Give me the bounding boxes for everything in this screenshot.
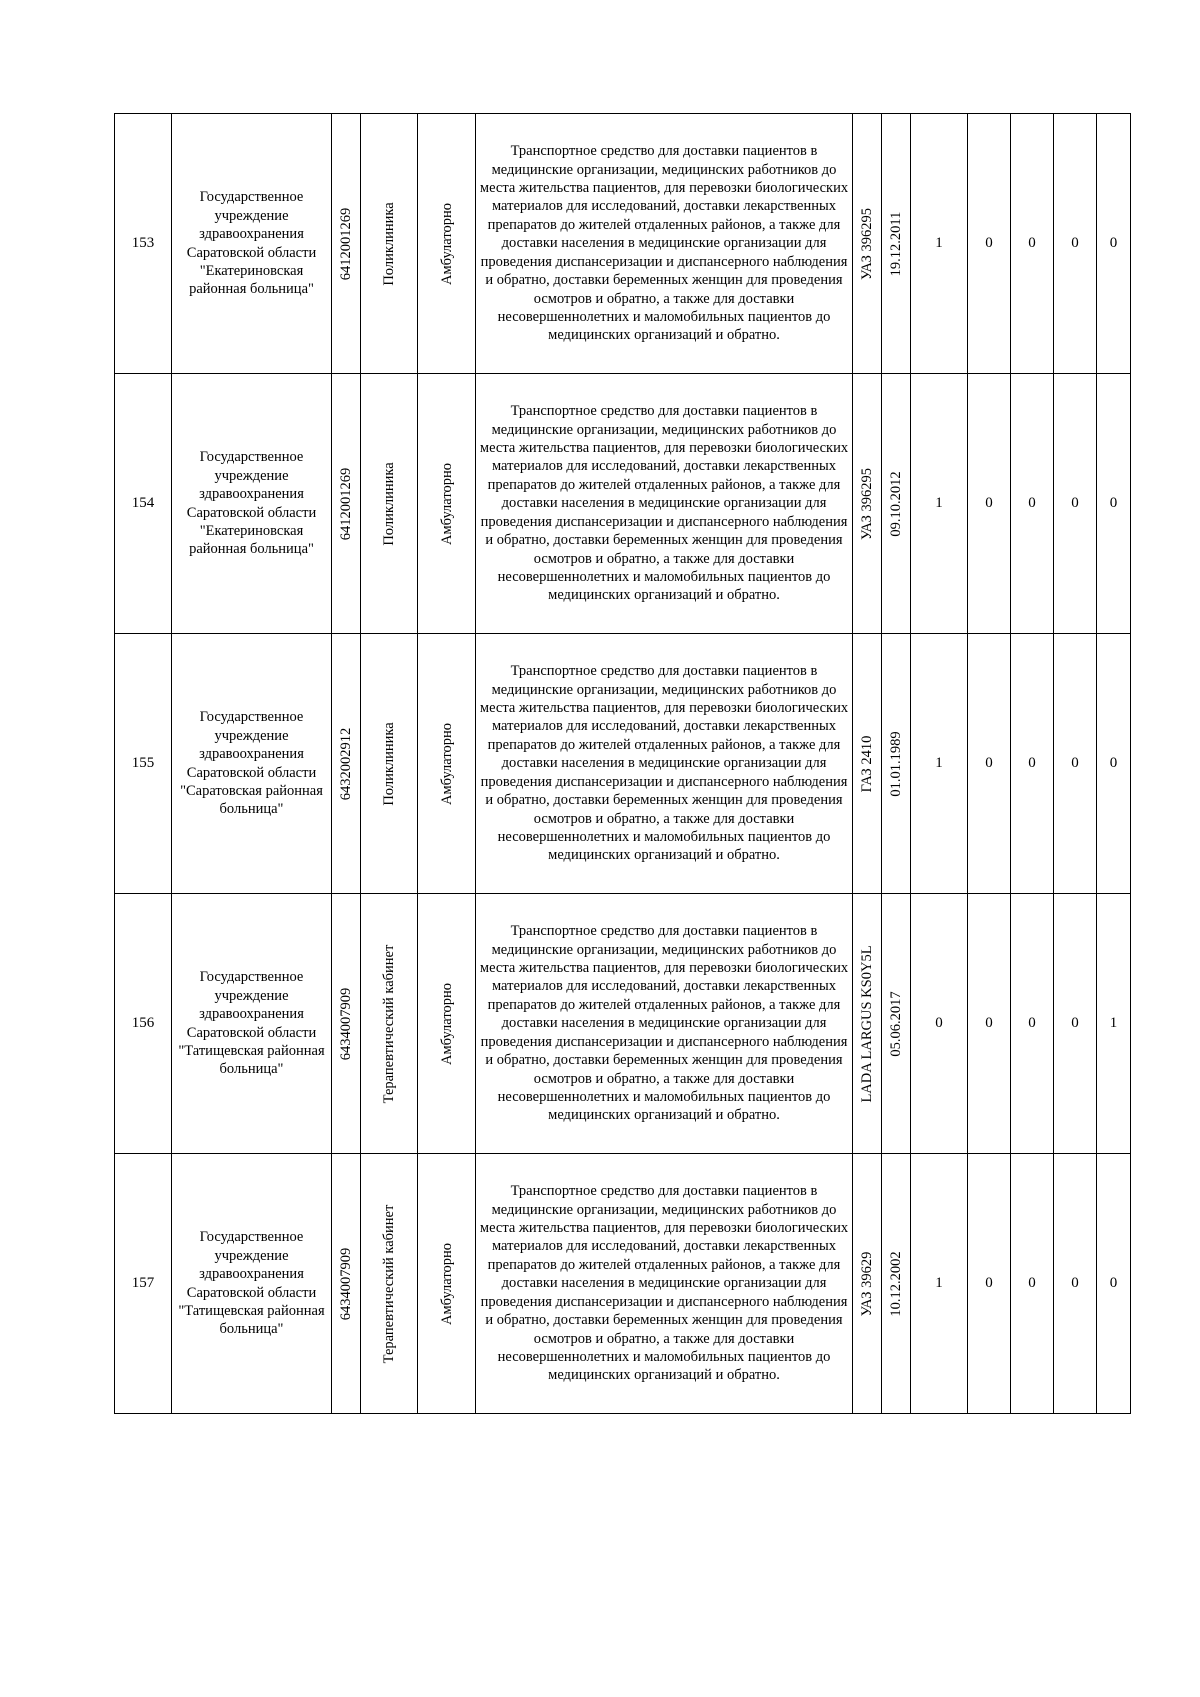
count-4: 0: [1054, 894, 1097, 1154]
inn-cell: [332, 634, 361, 894]
inn-value: 6412001269: [338, 467, 354, 540]
organization-name: Государственное учреждение здравоохранения Саратовской области "Саратовская районная больница": [172, 634, 332, 894]
unit-value: Поликлиника: [381, 201, 397, 286]
count-3: 0: [1011, 1154, 1054, 1414]
mode-cell: [418, 1154, 476, 1414]
unit-cell: [361, 894, 418, 1154]
table-row: [115, 894, 1131, 1154]
purpose-description: Транспортное средство для доставки пациентов в медицинские организации, медицинских работников до места жительства пациентов, для перевозки биологических материалов для исследований, доставки лекарственных препаратов до жителей отдаленных районов, а также для доставки населения в медицинские организации для проведения диспансеризации и диспансерного наблюдения и обратно, доставки беременных женщин для проведения осмотров и обратно, а также для доставки несовершеннолетних и маломобильных пациентов до медицинских организаций и обратно.: [476, 374, 853, 634]
vehicle-model: ГАЗ 2410: [859, 735, 875, 792]
count-1: 1: [911, 374, 968, 634]
unit-value: Терапевтический кабинет: [381, 944, 397, 1103]
vehicle-model: УАЗ 396295: [859, 207, 875, 280]
count-3: 0: [1011, 114, 1054, 374]
mode-cell: [418, 114, 476, 374]
count-5: 0: [1097, 1154, 1131, 1414]
inn-value: 6432002912: [338, 727, 354, 800]
mode-value: Амбулаторно: [438, 982, 455, 1065]
row-number: 153: [115, 114, 172, 374]
unit-cell: [361, 374, 418, 634]
unit-cell: [361, 114, 418, 374]
vehicle-cell: [853, 114, 882, 374]
purpose-description: Транспортное средство для доставки пациентов в медицинские организации, медицинских работников до места жительства пациентов, для перевозки биологических материалов для исследований, доставки лекарственных препаратов до жителей отдаленных районов, а также для доставки населения в медицинские организации для проведения диспансеризации и диспансерного наблюдения и обратно, доставки беременных женщин для проведения осмотров и обратно, а также для доставки несовершеннолетних и маломобильных пациентов до медицинских организаций и обратно.: [476, 114, 853, 374]
table-row: [115, 374, 1131, 634]
count-3: 0: [1011, 634, 1054, 894]
count-3: 0: [1011, 374, 1054, 634]
vehicle-cell: [853, 374, 882, 634]
mode-cell: [418, 894, 476, 1154]
organization-name: Государственное учреждение здравоохранения Саратовской области "Екатериновская районная больница": [172, 374, 332, 634]
table-row: [115, 114, 1131, 374]
vehicle-model: УАЗ 396295: [859, 467, 875, 540]
count-5: 0: [1097, 634, 1131, 894]
inn-value: 6412001269: [338, 207, 354, 280]
count-1: 1: [911, 634, 968, 894]
row-number: 156: [115, 894, 172, 1154]
unit-cell: [361, 1154, 418, 1414]
inn-value: 6434007909: [338, 987, 354, 1060]
count-1: 1: [911, 1154, 968, 1414]
vehicle-date: 19.12.2011: [888, 211, 904, 276]
vehicle-date: 09.10.2012: [888, 470, 904, 537]
vehicle-date: 10.12.2002: [888, 1250, 904, 1317]
vehicle-model: УАЗ 39629: [859, 1251, 875, 1316]
vehicle-model: LADA LARGUS KS0Y5L: [859, 944, 875, 1103]
date-cell: [882, 1154, 911, 1414]
vehicle-registry-table: [114, 113, 1131, 1414]
count-1: 0: [911, 894, 968, 1154]
purpose-description: Транспортное средство для доставки пациентов в медицинские организации, медицинских работников до места жительства пациентов, для перевозки биологических материалов для исследований, доставки лекарственных препаратов до жителей отдаленных районов, а также для доставки населения в медицинские организации для проведения диспансеризации и диспансерного наблюдения и обратно, доставки беременных женщин для проведения осмотров и обратно, а также для доставки несовершеннолетних и маломобильных пациентов до медицинских организаций и обратно.: [476, 634, 853, 894]
count-2: 0: [968, 374, 1011, 634]
count-4: 0: [1054, 114, 1097, 374]
vehicle-cell: [853, 1154, 882, 1414]
date-cell: [882, 634, 911, 894]
purpose-description: Транспортное средство для доставки пациентов в медицинские организации, медицинских работников до места жительства пациентов, для перевозки биологических материалов для исследований, доставки лекарственных препаратов до жителей отдаленных районов, а также для доставки населения в медицинские организации для проведения диспансеризации и диспансерного наблюдения и обратно, доставки беременных женщин для проведения осмотров и обратно, а также для доставки несовершеннолетних и маломобильных пациентов до медицинских организаций и обратно.: [476, 894, 853, 1154]
table-row: [115, 634, 1131, 894]
count-2: 0: [968, 894, 1011, 1154]
mode-cell: [418, 374, 476, 634]
date-cell: [882, 894, 911, 1154]
unit-cell: [361, 634, 418, 894]
vehicle-cell: [853, 634, 882, 894]
count-5: 0: [1097, 374, 1131, 634]
count-2: 0: [968, 1154, 1011, 1414]
row-number: 157: [115, 1154, 172, 1414]
unit-value: Поликлиника: [381, 721, 397, 806]
count-4: 0: [1054, 374, 1097, 634]
inn-cell: [332, 374, 361, 634]
mode-value: Амбулаторно: [438, 722, 455, 805]
organization-name: Государственное учреждение здравоохранения Саратовской области "Екатериновская районная больница": [172, 114, 332, 374]
inn-cell: [332, 114, 361, 374]
row-number: 154: [115, 374, 172, 634]
count-3: 0: [1011, 894, 1054, 1154]
count-5: 1: [1097, 894, 1131, 1154]
mode-cell: [418, 634, 476, 894]
count-4: 0: [1054, 634, 1097, 894]
count-4: 0: [1054, 1154, 1097, 1414]
organization-name: Государственное учреждение здравоохранения Саратовской области "Татищевская районная больница": [172, 894, 332, 1154]
vehicle-cell: [853, 894, 882, 1154]
vehicle-date: 01.01.1989: [888, 730, 904, 797]
count-2: 0: [968, 114, 1011, 374]
vehicle-date: 05.06.2017: [888, 990, 904, 1057]
mode-value: Амбулаторно: [438, 462, 455, 545]
organization-name: Государственное учреждение здравоохранения Саратовской области "Татищевская районная больница": [172, 1154, 332, 1414]
count-2: 0: [968, 634, 1011, 894]
row-number: 155: [115, 634, 172, 894]
unit-value: Терапевтический кабинет: [381, 1204, 397, 1363]
table-row: [115, 1154, 1131, 1414]
purpose-description: Транспортное средство для доставки пациентов в медицинские организации, медицинских работников до места жительства пациентов, для перевозки биологических материалов для исследований, доставки лекарственных препаратов до жителей отдаленных районов, а также для доставки населения в медицинские организации для проведения диспансеризации и диспансерного наблюдения и обратно, доставки беременных женщин для проведения осмотров и обратно, а также для доставки несовершеннолетних и маломобильных пациентов до медицинских организаций и обратно.: [476, 1154, 853, 1414]
count-1: 1: [911, 114, 968, 374]
inn-cell: [332, 894, 361, 1154]
inn-cell: [332, 1154, 361, 1414]
unit-value: Поликлиника: [381, 461, 397, 546]
date-cell: [882, 114, 911, 374]
mode-value: Амбулаторно: [438, 202, 455, 285]
count-5: 0: [1097, 114, 1131, 374]
inn-value: 6434007909: [338, 1247, 354, 1320]
date-cell: [882, 374, 911, 634]
mode-value: Амбулаторно: [438, 1242, 455, 1325]
